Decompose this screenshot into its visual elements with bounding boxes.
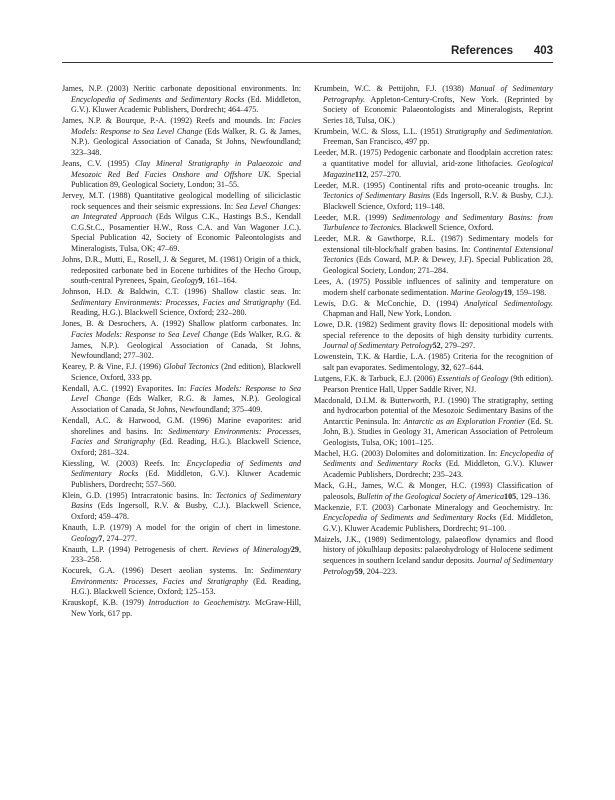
- reference-text: Leeder, M.R. (1995) Continental rifts and proto-oceanic troughs. In:: [314, 180, 553, 190]
- reference-details: (Ed. Middleton, G.V.). Kluwer Academic Publishers, Dordrecht; 235–243.: [323, 459, 554, 480]
- reference-text: Machel, H.G. (2003) Dolomites and dolomitization. In:: [314, 448, 500, 458]
- reference-details: , 274–277.: [102, 533, 137, 543]
- reference-volume: 52: [432, 341, 441, 351]
- reference-text: Krumbein, W.C. & Sloss, L.L. (1951): [314, 126, 446, 136]
- reference-details: (Eds Walker, R. G. & James, N.P.). Geological Association of Canada, St Johns, Newfoundland; 323–348.: [71, 126, 301, 157]
- reference-text: Leeder, M.R. (1975) Pedogenic carbonate and floodplain accretion rates: a quantitative model for alluvial, arid-zone lithofacies.: [314, 148, 553, 168]
- header-rule: [62, 62, 553, 63]
- reference-title: Geological Magazine: [323, 158, 553, 179]
- reference-title: Facies Models: Response to Sea Level Change: [71, 116, 301, 136]
- reference-title: Introduction to Geochemistry.: [148, 598, 251, 608]
- reference-volume: 7: [98, 533, 103, 543]
- reference-text: Maizels, J.K., (1989) Sedimentology, palaeoflow dynamics and flood history of jökulhlaup deposits: palaeohydrology of Holocene sediment sequences in southern Iceland sandur deposits.: [314, 534, 553, 565]
- reference-text: Krauskopf, K.B. (1979): [62, 598, 149, 608]
- reference-entry: [314, 299, 553, 320]
- reference-text: Leeder, M.R. & Gawthorpe, R.L. (1987) Sedimentary models for extensional tilt-block/half graben basins. In:: [314, 234, 553, 254]
- reference-entry: [62, 545, 301, 566]
- reference-title: Encyclopedia of Sediments and Sedimentary Rocks: [71, 458, 302, 479]
- reference-text: Macdonald, D.I.M. & Butterworth, P.J. (1990) The stratigraphy, setting and hydrocarbon potential of the Mesozoic Sedimentary Basins of the Antarctic Peninsula. In:: [314, 395, 553, 426]
- reference-entry: [314, 148, 553, 180]
- reference-text: Kendall, A.C. (1992) Evaporites. In:: [62, 383, 190, 393]
- reference-title: Journal of Sedimentary Petrology: [323, 341, 433, 351]
- reference-volume: 29: [290, 544, 299, 554]
- reference-text: Krumbein, W.C. & Pettijohn, F.J. (1938): [314, 84, 470, 93]
- reference-details: (2nd edition), Blackwell Science, Oxford, 333 pp.: [71, 362, 301, 382]
- reference-title: Global Tectonics: [163, 362, 219, 372]
- reference-details: Freeman, San Francisco, 497 pp.: [323, 137, 430, 147]
- reference-entry: [62, 255, 301, 287]
- reference-text: Johns, D.R., Mutti, E., Rosell, J. & Seguret, M. (1981) Origin of a thick, redeposited carbonate bed in Eocene turbidites of the Hecho Group, south-central Pyrenees, Spain,: [62, 255, 301, 286]
- reference-entry: [314, 320, 553, 352]
- reference-entry: [62, 566, 301, 598]
- reference-title: Clay Mineral Stratigraphy in Palaeozoic and Mesozoic Red Bed Facies Onshore and Offshore UK.: [71, 158, 301, 179]
- reference-details: , 159–198.: [511, 287, 547, 297]
- reference-entry: [314, 181, 553, 213]
- reference-title: Sedimentary Environments: Processes, Facies and Stratigraphy: [71, 426, 301, 447]
- reference-title: Sedimentary Environments: Processes, Facies and Stratigraphy: [71, 297, 284, 307]
- reference-entry: [314, 503, 553, 535]
- reference-details: , 257–270.: [366, 169, 402, 179]
- reference-text: Knauth, L.P. (1994) Petrogenesis of chert.: [62, 544, 213, 554]
- reference-title: Stratigraphy and Sedimentation.: [445, 126, 554, 136]
- reference-title: Manual of Sedimentary Petrography.: [323, 84, 554, 104]
- reference-text: Klein, G.D. (1995) Intracratonic basins. In:: [62, 490, 216, 500]
- reference-entry: [314, 127, 553, 148]
- reference-details: McGraw-Hill, New York, 617 pp.: [71, 598, 301, 618]
- reference-details: , 129–136.: [516, 491, 551, 501]
- reference-volume: 112: [354, 169, 367, 179]
- reference-details: (Eds Ingersoll, R.V. & Busby, C.J.). Blackwell Science, Oxford; 119–148.: [323, 191, 553, 211]
- reference-details: (Ed. Middleton, G.V.). Kluwer Academic Publishers, Dordrecht; 557–560.: [71, 469, 301, 489]
- reference-details: Blackwell Science, Oxford.: [402, 223, 494, 233]
- reference-entry: [62, 191, 301, 255]
- reference-details: (Ed. Reading, H.G.). Blackwell Science, Oxford; 232–280.: [71, 297, 302, 318]
- reference-title: Tectonics of Sedimentary Basins: [323, 191, 431, 201]
- reference-title: Facies Models: Response to Sea Level Change: [71, 330, 229, 339]
- reference-details: Appleton-Century-Crofts, New York. (Reprinted by Society of Economic Palaeontologists and Mineralogists, Reprint Series 18, Tulsa, OK.): [323, 94, 553, 125]
- reference-details: (Ed. Middleton, G.V.). Kluwer Academic Publishers, Dordrecht; 91–100.: [323, 513, 553, 533]
- reference-details: (Ed. Reading, H.G.). Blackwell Science, Oxford; 125–153.: [71, 576, 301, 597]
- reference-volume: 9: [198, 276, 203, 286]
- reference-entry: [62, 287, 301, 319]
- reference-entry: [62, 319, 301, 361]
- reference-details: (9th edition). Pearson Prentice Hall, Upper Saddle River, NJ.: [323, 373, 553, 394]
- reference-text: Leeder, M.R. (1999): [314, 212, 393, 222]
- reference-details: , 627–644.: [449, 362, 484, 372]
- reference-title: Encyclopedia of Sediments and Sedimentary Rocks: [323, 513, 497, 523]
- reference-entry: [62, 523, 301, 544]
- reference-title: Sea Level Changes: an Integrated Approach: [71, 201, 301, 222]
- reference-text: Lewis, D.G. & McConchie, D. (1994): [314, 298, 465, 308]
- reference-title: Encyclopedia of Sediments and Sedimentary Rocks: [71, 94, 245, 104]
- reference-entry: [62, 84, 301, 116]
- reference-entry: [314, 535, 553, 577]
- reference-text: James, N.P. & Bourque, P.-A. (1992) Reefs and mounds. In:: [62, 116, 280, 126]
- reference-title: Sedimentology and Sedimentary Basins: from Turbulence to Tectonics.: [323, 212, 553, 233]
- reference-entry: [314, 352, 553, 373]
- page-number: 403: [533, 45, 553, 57]
- reference-entry: [314, 234, 553, 276]
- reference-title: Continental Extensional Tectonics: [323, 244, 553, 265]
- reference-entry: [62, 159, 301, 191]
- reference-entry: [314, 213, 553, 234]
- reference-text: Johnson, H.D. & Baldwin, C.T. (1996) Shallow clastic seas. In:: [62, 287, 301, 297]
- reference-text: Jones, B. & Desrochers, A. (1992) Shallow platform carbonates. In:: [62, 319, 301, 329]
- reference-details: (Eds Coward, M.P. & Dewey, J.F). Special Publication 28, Geological Society, London; 271–284.: [323, 255, 553, 276]
- reference-details: , 204–223.: [362, 566, 398, 576]
- reference-title: Sedimentary Environments: Processes, Facies and Stratigraphy: [71, 566, 301, 586]
- reference-volume: 105: [504, 491, 517, 501]
- reference-details: , 279–297.: [440, 341, 476, 351]
- reference-details: (Eds Ingersoll, R.V. & Busby, C.J.). Blackwell Science, Oxford; 459–478.: [71, 501, 301, 522]
- reference-entry: [62, 384, 301, 416]
- reference-volume: 59: [354, 566, 363, 576]
- reference-details: (Ed. St. John, B.). Studies in Geology 31, American Association of Petroleum Geologists, Tulsa, OK; 1001–125.: [323, 416, 554, 447]
- reference-details: , 233–258.: [71, 544, 301, 565]
- reference-text: Kearey, P. & Vine, F.J. (1996): [62, 362, 164, 372]
- reference-details: (Eds Wilgus C.K., Hastings B.S., Kendall C.G.St.C., Posamentier H.W., Ross C.A. and Van Wagoner J.C.). Special Publication 42, Society of Economic Paleontologists and Mineralogists, Tulsa, OK; 47–69.: [71, 212, 301, 254]
- reference-details: (Eds Walker, R.G. & James, N.P.). Geological Association of Canada, St Johns, Newfoundland; 375–409.: [71, 394, 301, 414]
- reference-volume: 19: [503, 287, 512, 297]
- reference-entry: [62, 459, 301, 491]
- reference-text: Lutgens, F.K. & Tarbuck, E.J. (2006): [314, 373, 438, 383]
- reference-entry: [62, 416, 301, 458]
- reference-text: Kendall, A.C. & Harwood, G.M. (1996) Marine evaporites: arid shorelines and basins. In:: [62, 415, 301, 436]
- reference-text: Mackenzie, F.T. (2003) Carbonate Mineralogy and Geochemistry. In:: [314, 502, 553, 512]
- reference-text: Kocurek, G.A. (1996) Desert aeolian systems. In:: [62, 566, 261, 576]
- reference-details: Special Publication 89, Geological Society, London; 31–55.: [71, 169, 301, 190]
- reference-title: Journal of Sedimentary Petrology: [323, 555, 553, 576]
- reference-details: Chapman and Hall, New York, London.: [323, 309, 452, 319]
- running-header: [62, 44, 553, 60]
- reference-details: (Ed. Middleton, G.V.). Kluwer Academic Publishers, Dordrecht; 464–475.: [71, 94, 301, 115]
- reference-title: Reviews of Mineralogy: [212, 544, 291, 554]
- reference-details: (Eds Walker, R.G. & James, N.P.). Geological Association of Canada, St Johns, Newfoundland; 277–302.: [71, 330, 301, 361]
- reference-title: Antarctic as an Exploration Frontier: [403, 416, 526, 426]
- reference-entry: [314, 84, 553, 126]
- reference-entry: [314, 396, 553, 449]
- reference-text: Kiessling, W. (2003) Reefs. In:: [62, 458, 187, 468]
- reference-text: Jeans, C.V. (1995): [62, 158, 135, 168]
- reference-entry: [314, 277, 553, 298]
- reference-title: Essentials of Geology: [437, 373, 509, 383]
- left-reference-column: [62, 84, 301, 620]
- reference-text: Mack, G.H., James, W.C. & Monger, H.C. (1993) Classification of paleosols,: [314, 481, 553, 501]
- reference-title: Tectonics of Sedimentary Basins: [71, 490, 301, 511]
- reference-text: Lowenstein, T.K. & Hardie, L.A. (1985) Criteria for the recognition of salt pan evaporates. Sedimentology,: [314, 352, 553, 372]
- reference-entry: [314, 374, 553, 395]
- right-reference-column: [314, 84, 553, 578]
- section-title: References: [450, 45, 513, 57]
- reference-title: Geology: [171, 276, 199, 286]
- reference-title: Marine Geology: [450, 287, 504, 297]
- reference-details: (Ed. Reading, H.G.). Blackwell Science, Oxford; 281–324.: [71, 437, 301, 457]
- reference-title: Facies Models: Response to Sea Level Change: [71, 383, 302, 404]
- reference-entry: [314, 481, 553, 502]
- reference-text: Lowe, D.R. (1982) Sediment gravity flows II: depositional models with special reference to the deposits of high density turbidity currents.: [314, 320, 553, 340]
- reference-title: Bulletin of the Geological Society of America: [357, 491, 505, 501]
- reference-title: Analytical Sedimentology.: [464, 298, 553, 308]
- reference-text: Jervey, M.T. (1988) Quantitative geological modelling of siliciclastic rock sequences and their seismic expressions. In:: [62, 191, 301, 211]
- reference-title: Encyclopedia of Sediments and Sedimentary Rocks: [323, 448, 553, 469]
- reference-entry: [62, 116, 301, 158]
- reference-entry: [62, 362, 301, 383]
- reference-text: Knauth, L.P. (1979) A model for the origin of chert in limestone.: [62, 523, 301, 533]
- reference-entry: [62, 491, 301, 523]
- reference-text: James, N.P. (2003) Neritic carbonate depositional environments. In:: [62, 84, 301, 93]
- reference-text: Lees, A. (1975) Possible influences of salinity and temperature on modern shelf carbonate sedimentation.: [314, 277, 553, 297]
- reference-entry: [62, 598, 301, 619]
- reference-details: , 161–164.: [202, 276, 237, 286]
- reference-volume: 32: [441, 362, 450, 372]
- reference-title: Geology: [71, 533, 99, 543]
- reference-entry: [314, 449, 553, 481]
